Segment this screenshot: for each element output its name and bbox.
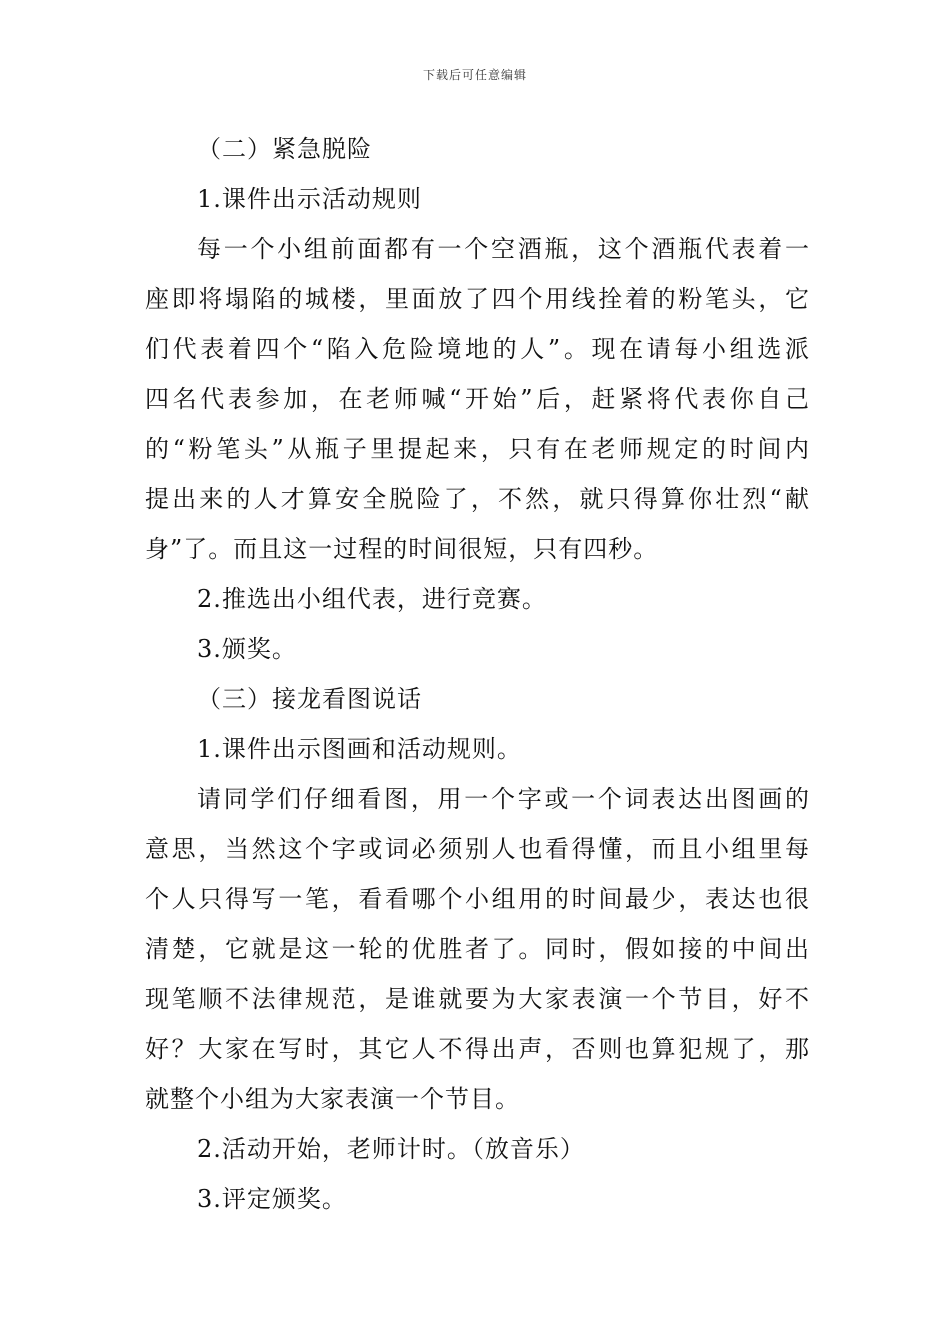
step-2-select-reps: 2.推选出小组代表，进行竞赛。 [197, 585, 547, 613]
paragraph-line: 的“粉笔头”从瓶子里提起来，只有在老师规定的时间内 [145, 435, 810, 463]
paragraph-line: 提出来的人才算安全脱险了，不然，就只得算你壮烈“献 [145, 485, 810, 513]
section-heading-relay-picture-talk: （三）接龙看图说话 [197, 685, 422, 713]
step-1-show-rules: 1.课件出示活动规则 [197, 185, 422, 213]
paragraph-line: 好？大家在写时，其它人不得出声，否则也算犯规了，那 [145, 1035, 810, 1063]
document-body [145, 124, 810, 1224]
step-1-show-picture-rules: 1.课件出示图画和活动规则。 [197, 735, 522, 763]
paragraph-line: 每一个小组前面都有一个空酒瓶，这个酒瓶代表着一 [197, 235, 810, 263]
paragraph-line: 身”了。而且这一过程的时间很短，只有四秒。 [145, 535, 659, 563]
step-2-activity-start: 2.活动开始，老师计时。（放音乐） [197, 1135, 585, 1163]
paragraph-line: 现笔顺不法律规范，是谁就要为大家表演一个节目，好不 [145, 985, 810, 1013]
paragraph-line: 个人只得写一笔，看看哪个小组用的时间最少，表达也很 [145, 885, 810, 913]
paragraph-line: 请同学们仔细看图，用一个字或一个词表达出图画的 [197, 785, 810, 813]
step-3-award: 3.颁奖。 [197, 635, 297, 663]
paragraph-line: 意思，当然这个字或词必须别人也看得懂，而且小组里每 [145, 835, 810, 863]
paragraph-line: 们代表着四个“陷入危险境地的人”。现在请每小组选派 [145, 335, 810, 363]
page-header-note: 下载后可任意编辑 [422, 68, 527, 82]
paragraph-line: 清楚，它就是这一轮的优胜者了。同时，假如接的中间出 [145, 935, 810, 963]
paragraph-line: 四名代表参加，在老师喊“开始”后，赶紧将代表你自己 [145, 385, 810, 413]
step-3-evaluate-award: 3.评定颁奖。 [197, 1185, 347, 1213]
paragraph-line: 就整个小组为大家表演一个节目。 [145, 1085, 520, 1113]
section-heading-emergency-escape: （二）紧急脱险 [197, 135, 372, 163]
paragraph-line: 座即将塌陷的城楼，里面放了四个用线拴着的粉笔头，它 [145, 285, 810, 313]
